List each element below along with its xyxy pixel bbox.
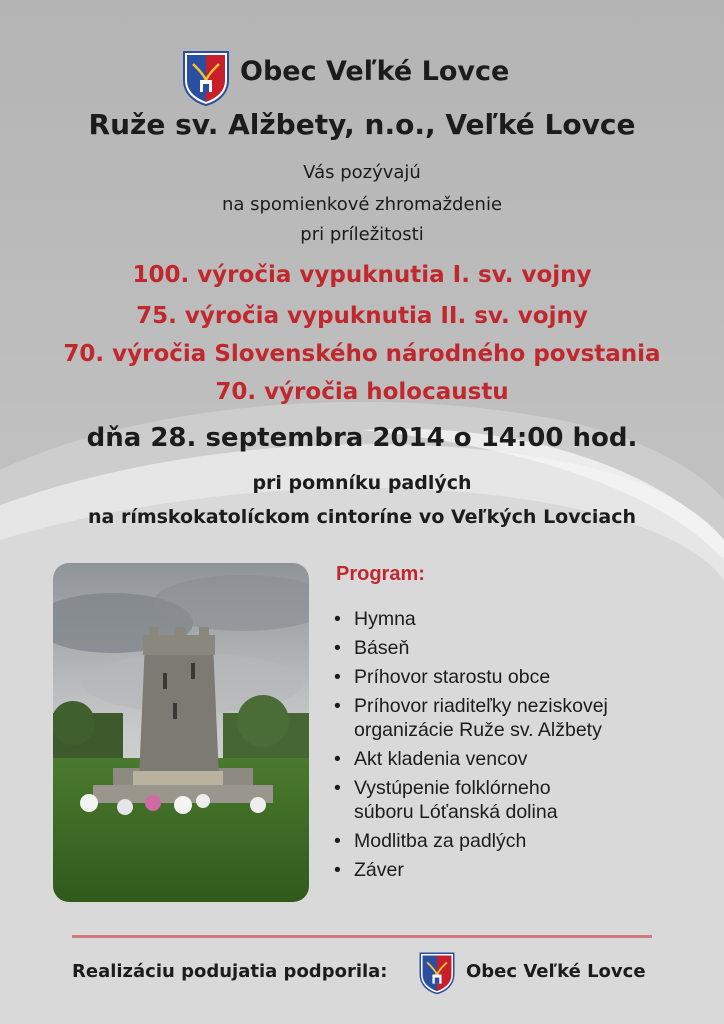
anniversary-line: 100. výročia vypuknutia I. sv. vojny [132, 262, 592, 288]
organizer-1: Obec Veľké Lovce [240, 56, 510, 87]
footer-support-label: Realizáciu podujatia podporila: [72, 961, 388, 982]
organizer-2: Ruže sv. Alžbety, n.o., Veľké Lovce [88, 108, 636, 141]
venue-line-1: pri pomníku padlých [252, 472, 472, 494]
invitation-line-2: na spomienkové zhromaždenie [221, 194, 503, 215]
monument-photo [53, 563, 309, 902]
coat-of-arms-icon [181, 50, 231, 106]
footer-divider [72, 935, 652, 938]
anniversary-line: 70. výročia Slovenského národného povstania [63, 341, 661, 367]
program-title: Program: [336, 563, 425, 585]
program-item: • Báseň [334, 637, 410, 659]
program-item: • Príhovor starostu obce [334, 666, 551, 688]
invitation-line-1: Vás pozývajú [303, 162, 421, 183]
program-item: • Záver [334, 859, 404, 881]
program-item: • Príhovor riaditeľky neziskovej organizácie Ruže sv. Alžbety [334, 695, 608, 741]
venue-line-2: na rímskokatolíckom cintoríne vo Veľkých Lovciach [87, 506, 637, 528]
anniversary-line: 70. výročia holocaustu [215, 379, 509, 405]
program-item: • Modlitba za padlých [334, 830, 527, 852]
program-item: • Akt kladenia vencov [334, 748, 528, 770]
invitation-line-3: pri príležitosti [300, 224, 424, 245]
coat-of-arms-icon [418, 951, 456, 995]
program-item: • Hymna [334, 608, 416, 630]
footer-sponsor-name: Obec Veľké Lovce [466, 961, 646, 982]
program-list [334, 607, 714, 887]
program-item: • Vystúpenie folklórneho súboru Lóťanská dolina [334, 777, 558, 823]
event-date: dňa 28. septembra 2014 o 14:00 hod. [86, 423, 638, 453]
anniversary-line: 75. výročia vypuknutia II. sv. vojny [136, 303, 588, 329]
